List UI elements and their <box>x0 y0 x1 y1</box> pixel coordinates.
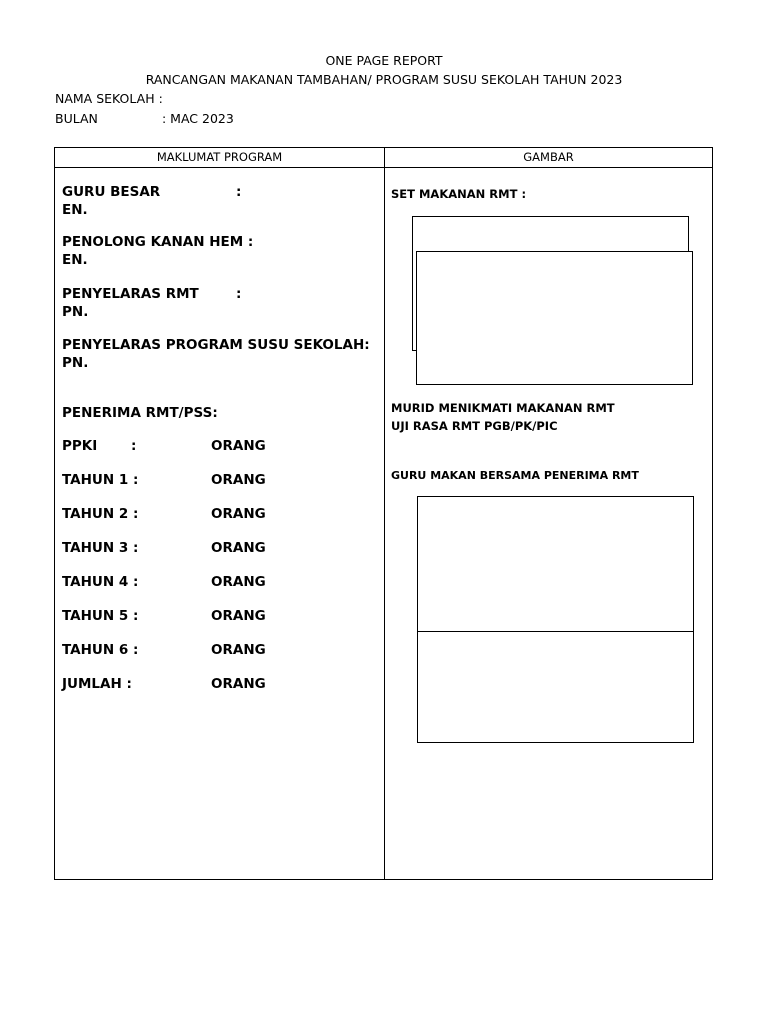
tahun-1-label: TAHUN 1 : <box>62 472 139 488</box>
tahun-6-label: TAHUN 6 : <box>62 642 139 658</box>
guru-besar-label: GURU BESAR <box>62 184 161 200</box>
month-value: : MAC 2023 <box>162 111 234 126</box>
header-divider <box>55 167 712 168</box>
report-subtitle: RANCANGAN MAKANAN TAMBAHAN/ PROGRAM SUSU SEKOLAH TAHUN 2023 <box>145 72 623 87</box>
uji-rasa-label: UJI RASA RMT PGB/PK/PIC <box>391 419 558 433</box>
ppki-colon: : <box>131 438 137 454</box>
ppki-unit: ORANG <box>211 438 266 454</box>
school-name-label: NAMA SEKOLAH : <box>55 91 163 106</box>
tahun-1-unit: ORANG <box>211 472 266 488</box>
pictures-heading: GAMBAR <box>523 150 574 164</box>
tahun-4-label: TAHUN 4 : <box>62 574 139 590</box>
photo-placeholder-set-makanan-front <box>416 251 693 385</box>
set-makanan-label: SET MAKANAN RMT : <box>391 187 527 201</box>
penyelaras-pss-title: PN. <box>62 355 89 371</box>
report-table <box>54 147 713 880</box>
tahun-4-unit: ORANG <box>211 574 266 590</box>
photo-placeholder-guru-makan-top <box>417 496 694 632</box>
program-info-heading: MAKLUMAT PROGRAM <box>156 150 283 164</box>
tahun-5-unit: ORANG <box>211 608 266 624</box>
photo-placeholder-guru-makan-bottom <box>417 631 694 743</box>
tahun-5-label: TAHUN 5 : <box>62 608 139 624</box>
guru-besar-title: EN. <box>62 202 88 218</box>
tahun-3-unit: ORANG <box>211 540 266 556</box>
penolong-kanan-title: EN. <box>62 252 88 268</box>
penyelaras-rmt-label: PENYELARAS RMT <box>62 286 199 302</box>
guru-makan-label: GURU MAKAN BERSAMA PENERIMA RMT <box>391 469 639 482</box>
tahun-3-label: TAHUN 3 : <box>62 540 139 556</box>
column-divider <box>384 148 385 879</box>
penyelaras-rmt-title: PN. <box>62 304 89 320</box>
guru-besar-colon: : <box>236 184 242 200</box>
ppki-label: PPKI <box>62 438 98 454</box>
month-label: BULAN <box>55 111 98 126</box>
tahun-2-unit: ORANG <box>211 506 266 522</box>
jumlah-label: JUMLAH : <box>62 676 132 692</box>
jumlah-unit: ORANG <box>211 676 266 692</box>
tahun-6-unit: ORANG <box>211 642 266 658</box>
penerima-label: PENERIMA RMT/PSS: <box>62 405 218 421</box>
penyelaras-pss-label: PENYELARAS PROGRAM SUSU SEKOLAH: <box>62 337 370 353</box>
tahun-2-label: TAHUN 2 : <box>62 506 139 522</box>
report-title: ONE PAGE REPORT <box>325 53 443 68</box>
penyelaras-rmt-colon: : <box>236 286 242 302</box>
penolong-kanan-label: PENOLONG KANAN HEM : <box>62 234 254 250</box>
murid-menikmati-label: MURID MENIKMATI MAKANAN RMT <box>391 401 615 415</box>
